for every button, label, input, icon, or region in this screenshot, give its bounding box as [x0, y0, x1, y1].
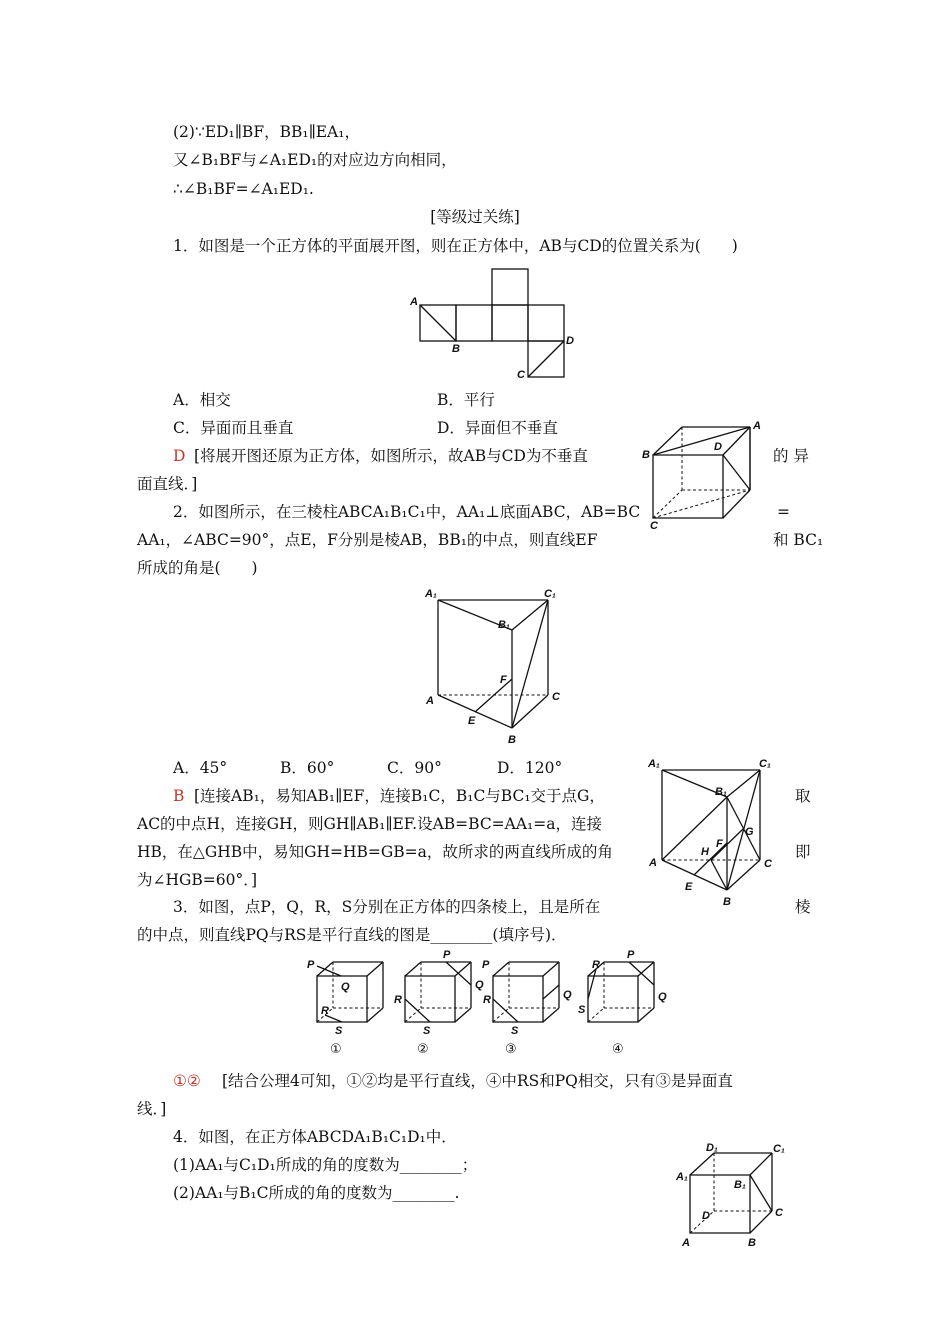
q4-stem: 4．如图，在正方体ABCDA₁B₁C₁D₁中． — [173, 1128, 457, 1146]
q1-stem: 1．如图是一个正方体的平面展开图，则在正方体中，AB与CD的位置关系为( ) — [173, 237, 738, 255]
prev-line-1: (2)∵ED₁∥BF，BB₁∥EA₁， — [173, 123, 360, 141]
q3-c1-label-q: Q — [341, 981, 350, 993]
q1-explanation-2: 面直线．] — [137, 475, 198, 493]
q1-option-d: D．异面但不垂直 — [437, 419, 558, 437]
q1-cube-figure — [640, 415, 765, 530]
q1-label-d: D — [566, 335, 574, 347]
q2-stem-1-tail: = — [777, 503, 790, 521]
q1-option-c: C．异面而且垂直 — [173, 419, 294, 437]
q2-label-a1: A₁ — [425, 588, 437, 600]
q3-c2-label-p: P — [443, 949, 451, 961]
q4-label-a1: A₁ — [676, 1171, 688, 1183]
q2-sol-label-c: C — [764, 858, 772, 870]
q1-label-b: B — [452, 343, 460, 355]
q3-c2-label-s: S — [423, 1025, 431, 1037]
q3-c4-label-s: S — [578, 1004, 586, 1016]
q1-label-a: A — [410, 296, 418, 308]
q1-cube-label-c: C — [650, 520, 658, 532]
q3-explanation-2: 线．] — [137, 1100, 167, 1118]
q2-label-b1: B₁ — [498, 619, 510, 631]
q3-c3-label-q: Q — [563, 989, 572, 1001]
q3-c2-label-q: Q — [475, 979, 484, 991]
q4-part-1: (1)AA₁与C₁D₁所成的角的度数为________； — [173, 1156, 478, 1174]
q2-stem-2-tail: 和 BC₁ — [773, 531, 824, 549]
q3-fig-number-2: ② — [417, 1042, 429, 1057]
q2-sol-label-b: B — [723, 896, 731, 908]
q3-c3-label-s: S — [511, 1025, 519, 1037]
q2-sol-label-h: H — [701, 846, 709, 858]
q2-explanation-1: [连接AB₁，易知AB₁∥EF，连接B₁C，B₁C与BC₁交于点G， — [194, 787, 605, 805]
q2-sol-label-b1: B₁ — [715, 786, 727, 798]
q3-cubes-figure — [305, 949, 685, 1063]
q2-prism-figure — [420, 585, 570, 750]
q4-label-a: A — [682, 1237, 690, 1249]
q3-c1-label-p: P — [307, 959, 315, 971]
q1-cube-label-b: B — [642, 449, 650, 461]
q4-label-b1: B₁ — [734, 1179, 746, 1191]
q2-stem-3: 所成的角是( ) — [137, 559, 258, 577]
q2-option-c: C．90° — [387, 759, 442, 777]
q2-explanation-2: AC的中点H，连接GH，则GH∥AB₁∥EF.设AB=BC=AA₁=a，连接 — [137, 815, 602, 833]
q4-label-c: C — [775, 1207, 783, 1219]
q3-stem-1: 3．如图，点P，Q，R，S分别在正方体的四条棱上，且是所在 — [173, 898, 601, 916]
q2-option-b: B．60° — [280, 759, 335, 777]
q3-c1-label-r: R — [321, 1005, 329, 1017]
q2-sol-label-c1: C₁ — [759, 758, 771, 770]
q1-cube-label-d: D — [714, 441, 722, 453]
q3-fig-number-3: ③ — [505, 1042, 517, 1057]
q3-cube-3 — [482, 959, 572, 1057]
q2-solution-figure — [645, 755, 785, 910]
q2-label-c: C — [552, 691, 560, 703]
q2-explanation-4: 为∠HGB=60°．] — [137, 871, 258, 889]
q3-cube-2 — [394, 949, 484, 1057]
q1-answer: D — [173, 447, 186, 465]
q2-stem-2: AA₁，∠ABC=90°，点E，F分别是棱AB，BB₁的中点，则直线EF — [137, 531, 598, 549]
q3-c4-label-p: P — [627, 949, 635, 961]
q2-sol-label-f: F — [716, 838, 723, 850]
q1-label-c: C — [517, 369, 525, 381]
q3-cube-1 — [307, 959, 383, 1057]
q3-stem-2: 的中点，则直线PQ与RS是平行直线的图是________(填序号)． — [137, 926, 567, 944]
q2-label-e: E — [468, 715, 476, 727]
prev-line-3: ∴∠B₁BF=∠A₁ED₁. — [173, 180, 314, 198]
q2-label-f: F — [500, 674, 507, 686]
q3-c4-label-q: Q — [658, 991, 667, 1003]
q3-explanation-1: [结合公理4可知，①②均是平行直线，④中RS和PQ相交，只有③是异面直 — [222, 1072, 733, 1090]
q1-cube-label-a: A — [753, 420, 761, 432]
q2-sol-label-e: E — [685, 881, 693, 893]
q3-c3-label-p: P — [482, 959, 490, 971]
q2-option-d: D．120° — [497, 759, 563, 777]
q2-sol-label-a: A — [649, 857, 657, 869]
q2-sol-label-g: G — [745, 826, 754, 838]
q2-label-c1: C₁ — [544, 588, 556, 600]
q1-explanation-1: [将展开图还原为正方体，如图所示，故AB与CD为不垂直 — [194, 447, 588, 465]
q4-label-c1: C₁ — [773, 1143, 785, 1155]
q4-label-d: D — [702, 1210, 710, 1222]
q3-stem-1-tail: 棱 — [795, 898, 811, 916]
q4-label-d1: D₁ — [706, 1142, 718, 1154]
q4-cube-figure — [672, 1138, 792, 1250]
q4-part-2: (2)AA₁与B₁C所成的角的度数为________. — [173, 1184, 460, 1202]
q3-fig-number-1: ① — [330, 1042, 342, 1057]
q3-cube-4 — [578, 949, 667, 1057]
q1-net-figure — [405, 265, 590, 385]
q2-explanation-3: HB，在△GHB中，易知GH=HB=GB=a，故所求的两直线所成的角 — [137, 843, 613, 861]
q3-c1-label-s: S — [335, 1025, 343, 1037]
q3-c4-label-r: R — [592, 959, 600, 971]
q2-explanation-1-tail: 取 — [795, 787, 811, 805]
q2-answer: B — [173, 787, 185, 805]
q2-stem-1: 2．如图所示，在三棱柱ABCA₁B₁C₁中，AA₁⊥底面ABC，AB=BC — [173, 503, 641, 521]
q2-label-b: B — [508, 734, 516, 746]
q4-label-b: B — [748, 1237, 756, 1249]
q3-c3-label-r: R — [483, 994, 491, 1006]
q3-answer: ①② — [173, 1072, 201, 1090]
q1-option-b: B．平行 — [437, 391, 495, 409]
q3-c2-label-r: R — [394, 994, 402, 1006]
q2-sol-label-a1: A₁ — [648, 758, 660, 770]
section-title: [等级过关练] — [430, 208, 520, 226]
prev-line-2: 又∠B₁BF与∠A₁ED₁的对应边方向相同， — [173, 151, 457, 169]
q1-explanation-1-tail: 的 异 — [773, 447, 809, 465]
q3-fig-number-4: ④ — [612, 1042, 624, 1057]
q2-explanation-3-tail: 即 — [795, 843, 811, 861]
q2-label-a: A — [426, 695, 434, 707]
q2-option-a: A．45° — [173, 759, 228, 777]
q1-option-a: A．相交 — [173, 391, 231, 409]
